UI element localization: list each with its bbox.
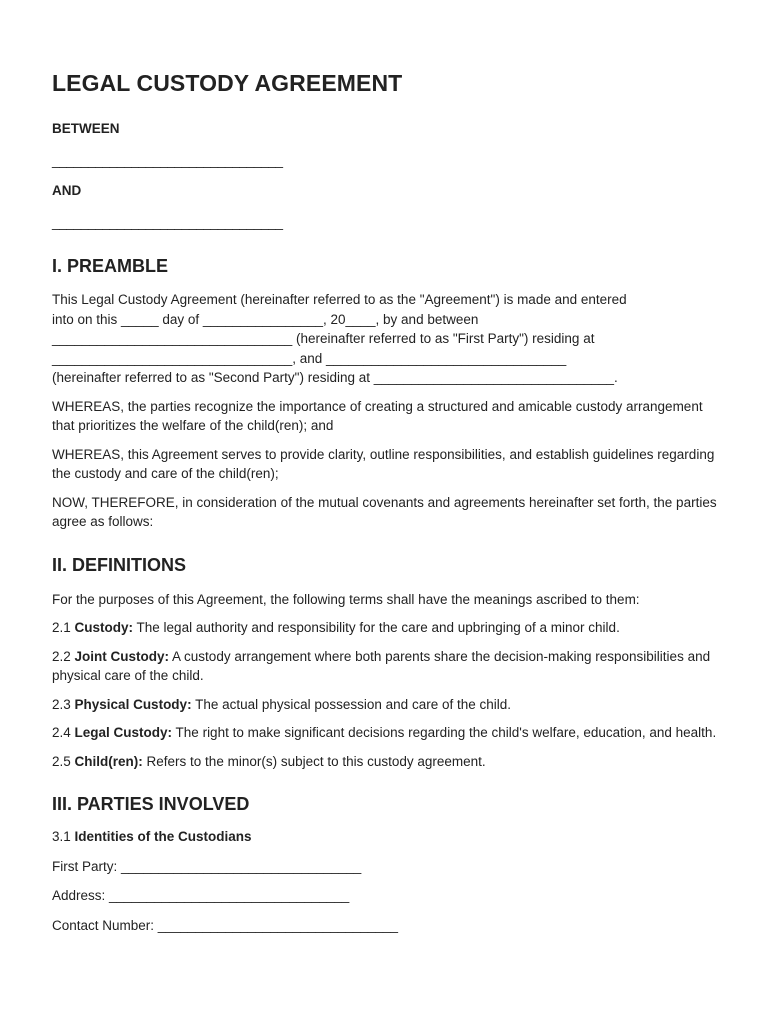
preamble-paragraph-1 (52, 290, 722, 388)
preamble-line: ________________________________, and ________________________________ (52, 350, 567, 366)
definition-term: Legal Custody: (74, 725, 173, 740)
preamble-line: This Legal Custody Agreement (hereinafter referred to as the "Agreement") is made and entered (52, 292, 627, 307)
definition-item: 2.2 Joint Custody: A custody arrangement where both parents share the decision-making responsibilities and physical care of the child. (52, 648, 711, 683)
definition-item: 2.4 Legal Custody: The right to make significant decisions regarding the child's welfare, education, and health. (52, 725, 717, 740)
preamble-line: into on this _____ day of ________________, 20____, by and between (52, 311, 479, 327)
contact-number-field: Contact Number: ________________________________ (52, 917, 399, 933)
document-body (52, 70, 722, 935)
between-label: BETWEEN (52, 121, 120, 136)
preamble-line: ________________________________ (hereinafter referred to as "First Party") residing at (52, 331, 595, 346)
second-party-name-blank: ________________________________ (52, 214, 283, 230)
and-label: AND (52, 183, 82, 198)
preamble-paragraph-4: NOW, THEREFORE, in consideration of the mutual covenants and agreements hereinafter set forth, the parties agree as follows: (52, 494, 717, 529)
definition-item: 2.5 Child(ren): Refers to the minor(s) subject to this custody agreement. (52, 753, 486, 769)
preamble-paragraph-3: WHEREAS, this Agreement serves to provide clarity, outline responsibilities, and establish guidelines regarding the custody and care of the child(ren); (52, 446, 715, 481)
address-field: Address: ________________________________ (52, 888, 350, 903)
definition-term: Joint Custody: (74, 648, 170, 664)
preamble-line: (hereinafter referred to as "Second Party") residing at ________________________________. (52, 370, 618, 385)
preamble-heading: I. PREAMBLE (52, 256, 169, 276)
document-title: LEGAL CUSTODY AGREEMENT (52, 70, 403, 96)
definition-term: Custody: (74, 620, 134, 635)
custodians-subheading: 3.1 Identities of the Custodians (52, 829, 252, 844)
definition-item: 2.1 Custody: The legal authority and responsibility for the care and upbringing of a minor child. (52, 620, 620, 635)
definition-term: Child(ren): (74, 753, 143, 769)
contact-number-blank: ________________________________ (157, 917, 399, 933)
parties-heading: III. PARTIES INVOLVED (52, 794, 250, 814)
first-party-field: First Party: ________________________________ (52, 858, 362, 874)
definitions-heading: II. DEFINITIONS (52, 554, 187, 575)
definition-term: Physical Custody: (74, 696, 192, 712)
first-party-name-blank: ________________________________ (52, 152, 283, 168)
address-blank: ________________________________ (109, 888, 350, 903)
definitions-intro: For the purposes of this Agreement, the following terms shall have the meanings ascribed to them: (52, 591, 640, 607)
definition-item: 2.3 Physical Custody: The actual physical possession and care of the child. (52, 696, 512, 712)
preamble-paragraph-2: WHEREAS, the parties recognize the importance of creating a structured and amicable custody arrangement that prioritizes the welfare of the child(ren); and (52, 398, 703, 433)
first-party-blank: ________________________________ (121, 858, 362, 874)
